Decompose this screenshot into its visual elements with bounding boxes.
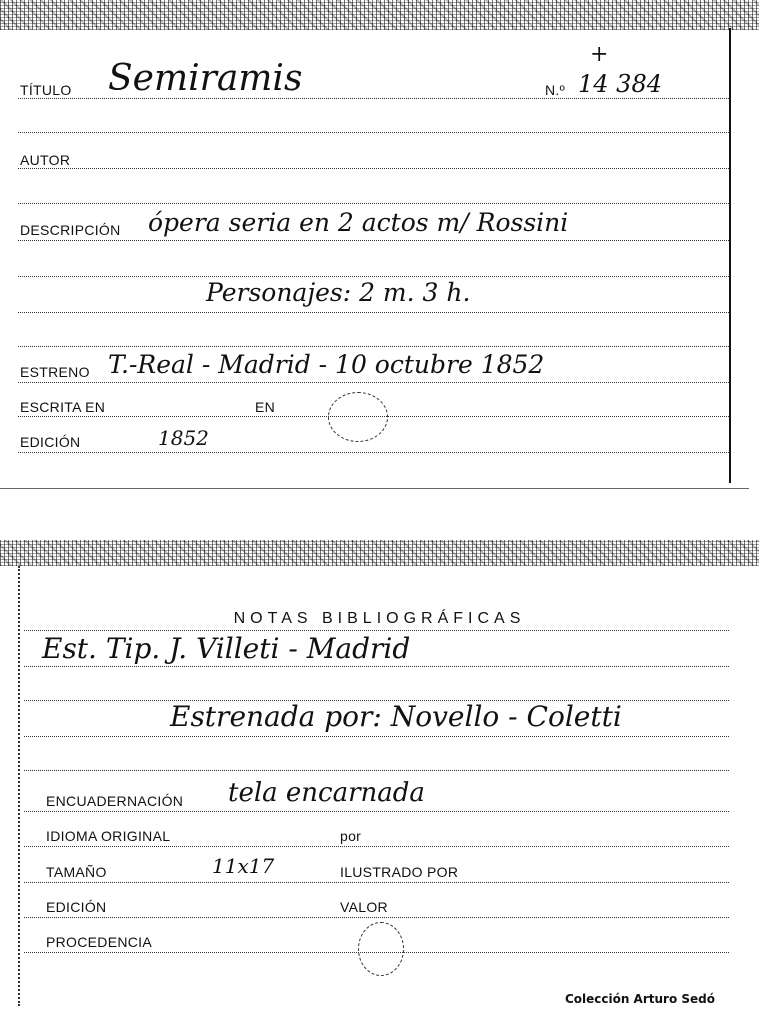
encuadernacion-value: tela encarnada [228,778,425,808]
numero-value: 14 384 [578,70,662,98]
notas-line-5 [24,770,729,771]
card1-right-border [729,28,731,483]
procedencia-line [24,952,729,953]
descripcion-value: ópera seria en 2 actos m/ Rossini [148,208,569,237]
descripcion-label: DESCRIPCIÓN [20,222,121,238]
card2-left-border [18,566,20,1006]
valor-label: VALOR [340,899,388,915]
nota-line-1: Est. Tip. J. Villeti - Madrid [42,632,411,665]
encuadernacion-label: ENCUADERNACIÓN [46,793,184,809]
notas-heading: NOTAS BIBLIOGRÁFICAS [233,610,526,627]
card2-top-border [0,540,759,566]
escrita-en-label: ESCRITA EN [20,399,106,415]
tamano-line [24,882,729,883]
edicion-value-1: 1852 [158,426,209,450]
idioma-label: IDIOMA ORIGINAL [46,828,171,844]
descripcion-value-2: Personajes: 2 m. 3 h. [206,278,471,307]
autor-line [18,168,729,169]
edicion-label-2: EDICIÓN [46,899,107,915]
blank-line-2 [18,203,729,204]
edicion-label-1: EDICIÓN [20,434,81,450]
notas-line-4 [24,736,729,737]
numero-mark: + [590,42,609,67]
estreno-label: ESTRENO [20,364,90,380]
titulo-value: Semiramis [108,58,303,99]
titulo-label: TÍTULO [20,82,72,98]
faded-stamp-1 [328,392,388,442]
notas-line-1 [24,630,729,631]
tamano-label: TAMAÑO [46,864,107,880]
faded-stamp-2 [358,922,404,976]
escrita-line [18,416,729,417]
blank-line-1 [18,132,729,133]
edicion-line-2 [24,917,729,918]
por-label: por [340,828,362,844]
blank-line-4 [18,312,729,313]
descripcion-line [18,240,729,241]
card1-bottom-line [0,488,749,489]
ilustrado-label: ILUSTRADO POR [340,864,459,880]
autor-label: AUTOR [20,152,71,168]
procedencia-label: PROCEDENCIA [46,934,152,950]
tamano-value: 11x17 [212,854,275,878]
notas-line-2 [24,666,729,667]
blank-line-3 [18,276,729,277]
blank-line-5 [18,346,729,347]
edicion-line-1 [18,452,729,453]
numero-label: N.º [545,82,566,98]
encuadernacion-line [24,811,729,812]
card1-top-border [0,0,759,30]
nota-line-2: Estrenada por: Novello - Coletti [170,700,622,733]
estreno-line [18,382,729,383]
titulo-line [18,98,729,99]
estreno-value: T.-Real - Madrid - 10 octubre 1852 [108,350,545,379]
en-label: EN [255,399,276,415]
idioma-line [24,846,729,847]
collection-credit: Colección Arturo Sedó [564,992,715,1006]
